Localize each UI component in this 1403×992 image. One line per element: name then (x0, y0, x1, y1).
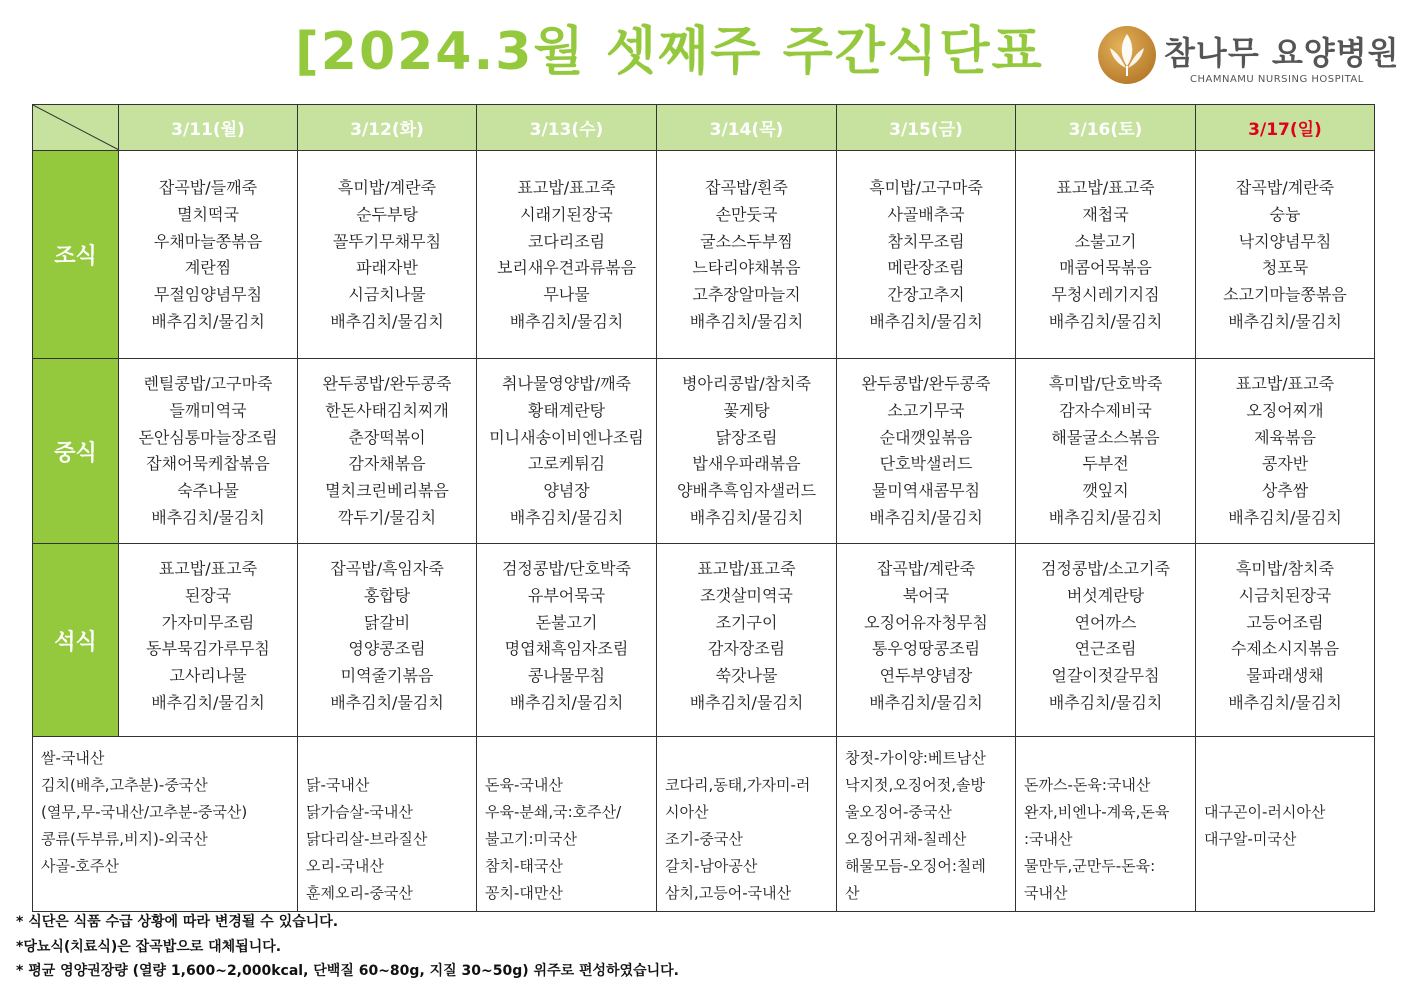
menu-item: 콩자반 (1261, 454, 1309, 474)
origin-line: 물만두,군만두-돈육: (1024, 857, 1156, 875)
menu-item: 오징어유자청무침 (864, 612, 988, 632)
origin-line (477, 745, 656, 772)
menu-item: 춘장떡볶이 (348, 427, 426, 447)
menu-item: 숭늉 (1269, 204, 1301, 224)
menu-item: 배추김치/물김치 (1228, 692, 1342, 712)
notes (16, 910, 679, 984)
menu-cell (657, 151, 837, 359)
origin-cell (1196, 737, 1375, 912)
origin-line: 대구알-미국산 (1204, 830, 1297, 848)
menu-item: 고등어조림 (1246, 612, 1324, 632)
origin-line: :국내산 (1024, 830, 1073, 848)
menu-item: 소고기무국 (887, 400, 965, 420)
origin-line: 삼치,고등어-국내산 (665, 884, 792, 902)
origin-cell (1016, 737, 1196, 912)
menu-item: 검정콩밥/소고기죽 (1040, 559, 1171, 578)
origin-line: 돈까스-돈육:국내산 (1024, 776, 1151, 794)
menu-item: 시금치된장국 (1238, 585, 1332, 605)
menu-item: 흑미밥/참치죽 (1235, 559, 1335, 578)
note: *당뇨식(치료식)은 잡곡밥으로 대체됩니다. (16, 938, 282, 955)
menu-cell (1016, 151, 1196, 359)
origin-line: 훈제오리-중국산 (306, 884, 413, 902)
menu-item: 연두부양념장 (879, 666, 973, 686)
menu-item: 콩나물무침 (527, 666, 606, 686)
menu-cell (298, 544, 477, 737)
menu-item: 잡곡밥/계란죽 (876, 559, 976, 578)
menu-item: 배추김치/물김치 (330, 692, 444, 712)
header (0, 0, 1403, 100)
menu-item: 잡곡밥/들깨죽 (158, 178, 258, 197)
menu-item: 홍합탕 (363, 585, 411, 605)
meal-row-breakfast (33, 151, 1375, 359)
origin-line: 꽁치-대만산 (485, 884, 563, 902)
menu-cell (837, 544, 1016, 737)
origin-line: 해물모듬-오징어:칠레 (845, 857, 986, 875)
menu-item: 명엽채흑임자조림 (504, 639, 629, 659)
origin-line: 불고기:미국산 (485, 830, 577, 848)
origin-line: 산 (845, 884, 860, 902)
origin-line: 우육-분쇄,국:호주산/ (485, 803, 622, 821)
meal-label: 석식 (33, 544, 119, 737)
menu-item: 배추김치/물김치 (1228, 311, 1342, 331)
menu-item: 배추김치/물김치 (509, 311, 624, 331)
origin-line: 참치-태국산 (485, 857, 563, 875)
menu-item: 굴소스두부찜 (700, 231, 793, 251)
menu-cell (1196, 359, 1375, 544)
day-header-row (33, 105, 1375, 151)
origin-line: 콩류(두부류,비지)-외국산 (41, 830, 208, 848)
menu-cell (298, 359, 477, 544)
hospital-subtitle: CHAMNAMU NURSING HOSPITAL (1190, 74, 1364, 85)
page-title: [2024.3월 셋째주 주간식단표 (295, 22, 1044, 82)
menu-item: 재첩국 (1082, 204, 1129, 224)
menu-item: 표고밥/표고죽 (517, 178, 616, 197)
menu-item: 완두콩밥/완두콩죽 (322, 374, 452, 393)
menu-item: 꼴뚜기무채무침 (332, 231, 442, 251)
menu-cell (837, 151, 1016, 359)
origin-line: 시아산 (665, 803, 709, 821)
menu-item: 취나물영양밥/깨죽 (501, 374, 632, 393)
menu-item: 우채마늘쫑볶음 (153, 231, 263, 251)
menu-item: 영양콩조림 (348, 639, 426, 659)
menu-item: 간장고추지 (887, 285, 965, 305)
menu-cell (298, 151, 477, 359)
origin-line: 김치(배추,고추분)-중국산 (41, 776, 208, 794)
menu-item: 배추김치/물김치 (869, 692, 983, 712)
menu-item: 무나물 (543, 285, 590, 305)
day-header: 3/12(화) (298, 105, 477, 151)
menu-item: 표고밥/표고죽 (697, 559, 796, 578)
origin-line: 창젓-가이양:베트남산 (845, 749, 986, 767)
menu-item: 수제소시지볶음 (1230, 639, 1340, 659)
hospital-logo (1098, 26, 1400, 92)
menu-item: 숙주나물 (177, 481, 239, 501)
menu-item: 소고기마늘쫑볶음 (1223, 285, 1347, 305)
menu-item: 표고밥/표고죽 (1235, 374, 1335, 393)
menu-item: 미역줄기볶음 (340, 666, 434, 686)
menu-cell (119, 544, 298, 737)
menu-item: 오징어찌개 (1246, 400, 1324, 420)
origin-line: 오리-국내산 (306, 857, 384, 875)
menu-item: 유부어묵국 (527, 585, 606, 605)
weekly-menu-table (32, 104, 1375, 912)
menu-item: 고사리나물 (169, 666, 247, 686)
menu-item: 순대깻잎볶음 (879, 427, 973, 447)
origin-line: 조기-중국산 (665, 830, 743, 848)
menu-item: 상추쌈 (1261, 481, 1309, 501)
day-header: 3/15(금) (837, 105, 1016, 151)
menu-item: 제육볶음 (1254, 427, 1316, 447)
origin-line: 오징어귀채-칠레산 (845, 830, 967, 848)
menu-cell (1016, 544, 1196, 737)
menu-item: 깍두기/물김치 (337, 507, 437, 527)
note: * 식단은 식품 수급 상황에 따라 변경될 수 있습니다. (16, 914, 339, 930)
menu-item: 미니새송이비엔나조림 (489, 427, 644, 447)
menu-item: 얼갈이젓갈무침 (1051, 666, 1160, 686)
day-header: 3/13(수) (477, 105, 657, 151)
menu-item: 한돈사태김치찌개 (325, 400, 449, 420)
menu-item: 배추김치/물김치 (869, 311, 983, 331)
menu-item: 메란장조림 (887, 258, 965, 278)
menu-item: 사골배추국 (887, 204, 965, 224)
menu-item: 버섯계란탕 (1066, 585, 1145, 605)
menu-item: 배추김치/물김치 (689, 311, 804, 331)
origin-line: 갈치-남아공산 (665, 857, 758, 875)
origin-line: 사골-호주산 (41, 857, 119, 875)
menu-item: 양배추흑임자샐러드 (676, 481, 817, 501)
origin-line: 울오징어-중국산 (845, 803, 952, 821)
oak-leaf-icon (1098, 26, 1156, 84)
origin-line (1196, 772, 1374, 799)
menu-item: 흑미밥/계란죽 (337, 178, 437, 197)
menu-item: 렌틸콩밥/고구마죽 (143, 374, 273, 393)
menu-item: 고추장알마늘지 (692, 285, 801, 305)
menu-cell (657, 359, 837, 544)
menu-item: 연어까스 (1074, 612, 1137, 632)
menu-item: 손만둣국 (715, 204, 778, 224)
origin-line (1016, 745, 1195, 772)
menu-item: 물미역새콤무침 (871, 481, 981, 501)
menu-cell (657, 544, 837, 737)
menu-item: 배추김치/물김치 (151, 507, 265, 527)
day-header: 3/11(월) (119, 105, 298, 151)
origin-cell (657, 737, 837, 912)
menu-item: 양념장 (543, 481, 590, 501)
origin-line: 닭-국내산 (306, 776, 370, 794)
menu-item: 배추김치/물김치 (509, 507, 624, 527)
menu-item: 병아리콩밥/참치죽 (681, 374, 812, 393)
menu-item: 잡채어묵케찹볶음 (146, 454, 270, 474)
menu-cell (837, 359, 1016, 544)
origin-line: 코다리,동태,가자미-러 (665, 776, 811, 794)
menu-item: 해물굴소스볶음 (1051, 427, 1160, 447)
menu-item: 황태계란탕 (527, 400, 606, 420)
origin-line: 닭다리살-브라질산 (306, 830, 428, 848)
origin-line: 돈육-국내산 (485, 776, 563, 794)
origin-line: 국내산 (1024, 884, 1068, 902)
menu-item: 꽃게탕 (723, 400, 770, 420)
origin-line (1196, 745, 1374, 772)
menu-item: 통우엉땅콩조림 (871, 639, 981, 659)
menu-item: 동부묵김가루무침 (146, 639, 270, 659)
origin-row (33, 737, 1375, 912)
origin-cell (837, 737, 1016, 912)
menu-item: 검정콩밥/단호박죽 (501, 559, 632, 578)
menu-item: 멸치크린베리볶음 (325, 481, 449, 501)
meal-row-lunch (33, 359, 1375, 544)
day-header-sunday: 3/17(일) (1196, 105, 1375, 151)
menu-item: 배추김치/물김치 (509, 692, 624, 712)
menu-item: 순두부탕 (356, 204, 418, 224)
menu-item: 소불고기 (1074, 231, 1137, 251)
menu-item: 감자수제비국 (1059, 400, 1152, 420)
menu-item: 계란찜 (184, 258, 232, 278)
hospital-name: 참나무 요양병원 (1164, 34, 1400, 72)
menu-item: 배추김치/물김치 (1048, 507, 1163, 527)
menu-item: 된장국 (184, 585, 232, 605)
menu-item: 깻잎지 (1082, 481, 1129, 501)
menu-item: 북어국 (902, 585, 950, 605)
menu-cell (1196, 151, 1375, 359)
menu-item: 조갯살미역국 (700, 585, 793, 605)
menu-item: 배추김치/물김치 (689, 507, 804, 527)
menu-item: 닭장조림 (715, 427, 778, 447)
origin-cell (33, 737, 298, 912)
menu-item: 배추김치/물김치 (151, 692, 265, 712)
menu-cell (477, 151, 657, 359)
menu-item: 흑미밥/단호박죽 (1048, 374, 1163, 393)
meal-label: 중식 (33, 359, 119, 544)
menu-item: 배추김치/물김치 (1048, 311, 1163, 331)
day-header: 3/16(토) (1016, 105, 1196, 151)
menu-item: 쑥갓나물 (715, 666, 778, 686)
origin-cell (477, 737, 657, 912)
origin-line: 완자,비엔나-계육,돈육 (1024, 803, 1170, 821)
menu-item: 시래기된장국 (520, 204, 613, 224)
meal-label: 조식 (33, 151, 119, 359)
menu-item: 조기구이 (715, 612, 778, 632)
menu-item: 고로케튀김 (527, 454, 606, 474)
menu-item: 표고밥/표고죽 (1056, 178, 1155, 197)
menu-cell (477, 359, 657, 544)
menu-item: 물파래생채 (1246, 666, 1324, 686)
menu-item: 잡곡밥/흑임자죽 (330, 559, 444, 578)
menu-item: 파래자반 (356, 258, 418, 278)
menu-item: 배추김치/물김치 (330, 311, 444, 331)
menu-item: 배추김치/물김치 (1228, 507, 1342, 527)
menu-item: 배추김치/물김치 (1048, 692, 1163, 712)
menu-item: 돈안심통마늘장조림 (138, 427, 278, 447)
origin-line: 닭가슴살-국내산 (306, 803, 413, 821)
menu-item: 감자채볶음 (348, 454, 426, 474)
menu-item: 무절임양념무침 (153, 285, 263, 305)
menu-item: 잡곡밥/흰죽 (705, 178, 788, 197)
menu-item: 밥새우파래볶음 (692, 454, 801, 474)
menu-item: 가자미무조림 (161, 612, 255, 632)
origin-line (657, 745, 836, 772)
menu-item: 닭갈비 (363, 612, 411, 632)
menu-cell (1196, 544, 1375, 737)
menu-item: 잡곡밥/계란죽 (1235, 178, 1335, 197)
menu-item: 참치무조림 (887, 231, 965, 251)
menu-item: 단호박샐러드 (879, 454, 973, 474)
menu-item: 감자장조림 (707, 639, 786, 659)
menu-item: 배추김치/물김치 (869, 507, 983, 527)
menu-item: 매콤어묵볶음 (1059, 258, 1152, 278)
meal-row-dinner (33, 544, 1375, 737)
menu-cell (1016, 359, 1196, 544)
origin-line: 낙지젓,오징어젓,솔방 (845, 776, 985, 794)
menu-cell (119, 359, 298, 544)
menu-item: 연근조림 (1074, 639, 1137, 659)
menu-item: 돈불고기 (535, 612, 598, 632)
menu-item: 들깨미역국 (169, 400, 247, 420)
menu-item: 두부전 (1082, 454, 1129, 474)
menu-item: 표고밥/표고죽 (158, 559, 258, 578)
note: * 평균 영양권장량 (열량 1,600~2,000kcal, 단백질 60~80g, 지질 30~50g) 위주로 편성하였습니다. (16, 963, 679, 979)
day-header: 3/14(목) (657, 105, 837, 151)
menu-item: 보리새우견과류볶음 (496, 258, 637, 278)
menu-item: 완두콩밥/완두콩죽 (861, 374, 991, 393)
origin-line: (열무,무-국내산/고추분-중국산) (41, 803, 248, 821)
menu-item: 배추김치/물김치 (689, 692, 804, 712)
menu-item: 배추김치/물김치 (151, 311, 265, 331)
corner-cell (33, 105, 119, 151)
origin-line: 쌀-국내산 (41, 749, 105, 767)
menu-item: 코다리조림 (527, 231, 606, 251)
origin-line (298, 745, 476, 772)
menu-item: 무청시레기지짐 (1051, 285, 1160, 305)
menu-item: 흑미밥/고구마죽 (869, 178, 983, 197)
menu-cell (119, 151, 298, 359)
origin-cell (298, 737, 477, 912)
menu-item: 낙지양념무침 (1238, 231, 1332, 251)
menu-item: 시금치나물 (348, 285, 426, 305)
menu-item: 멸치떡국 (177, 204, 239, 224)
menu-item: 느타리야채볶음 (692, 258, 801, 278)
menu-item: 청포묵 (1261, 258, 1309, 278)
diagonal-line (33, 105, 119, 150)
origin-line: 대구곤이-러시아산 (1204, 803, 1326, 821)
menu-cell (477, 544, 657, 737)
